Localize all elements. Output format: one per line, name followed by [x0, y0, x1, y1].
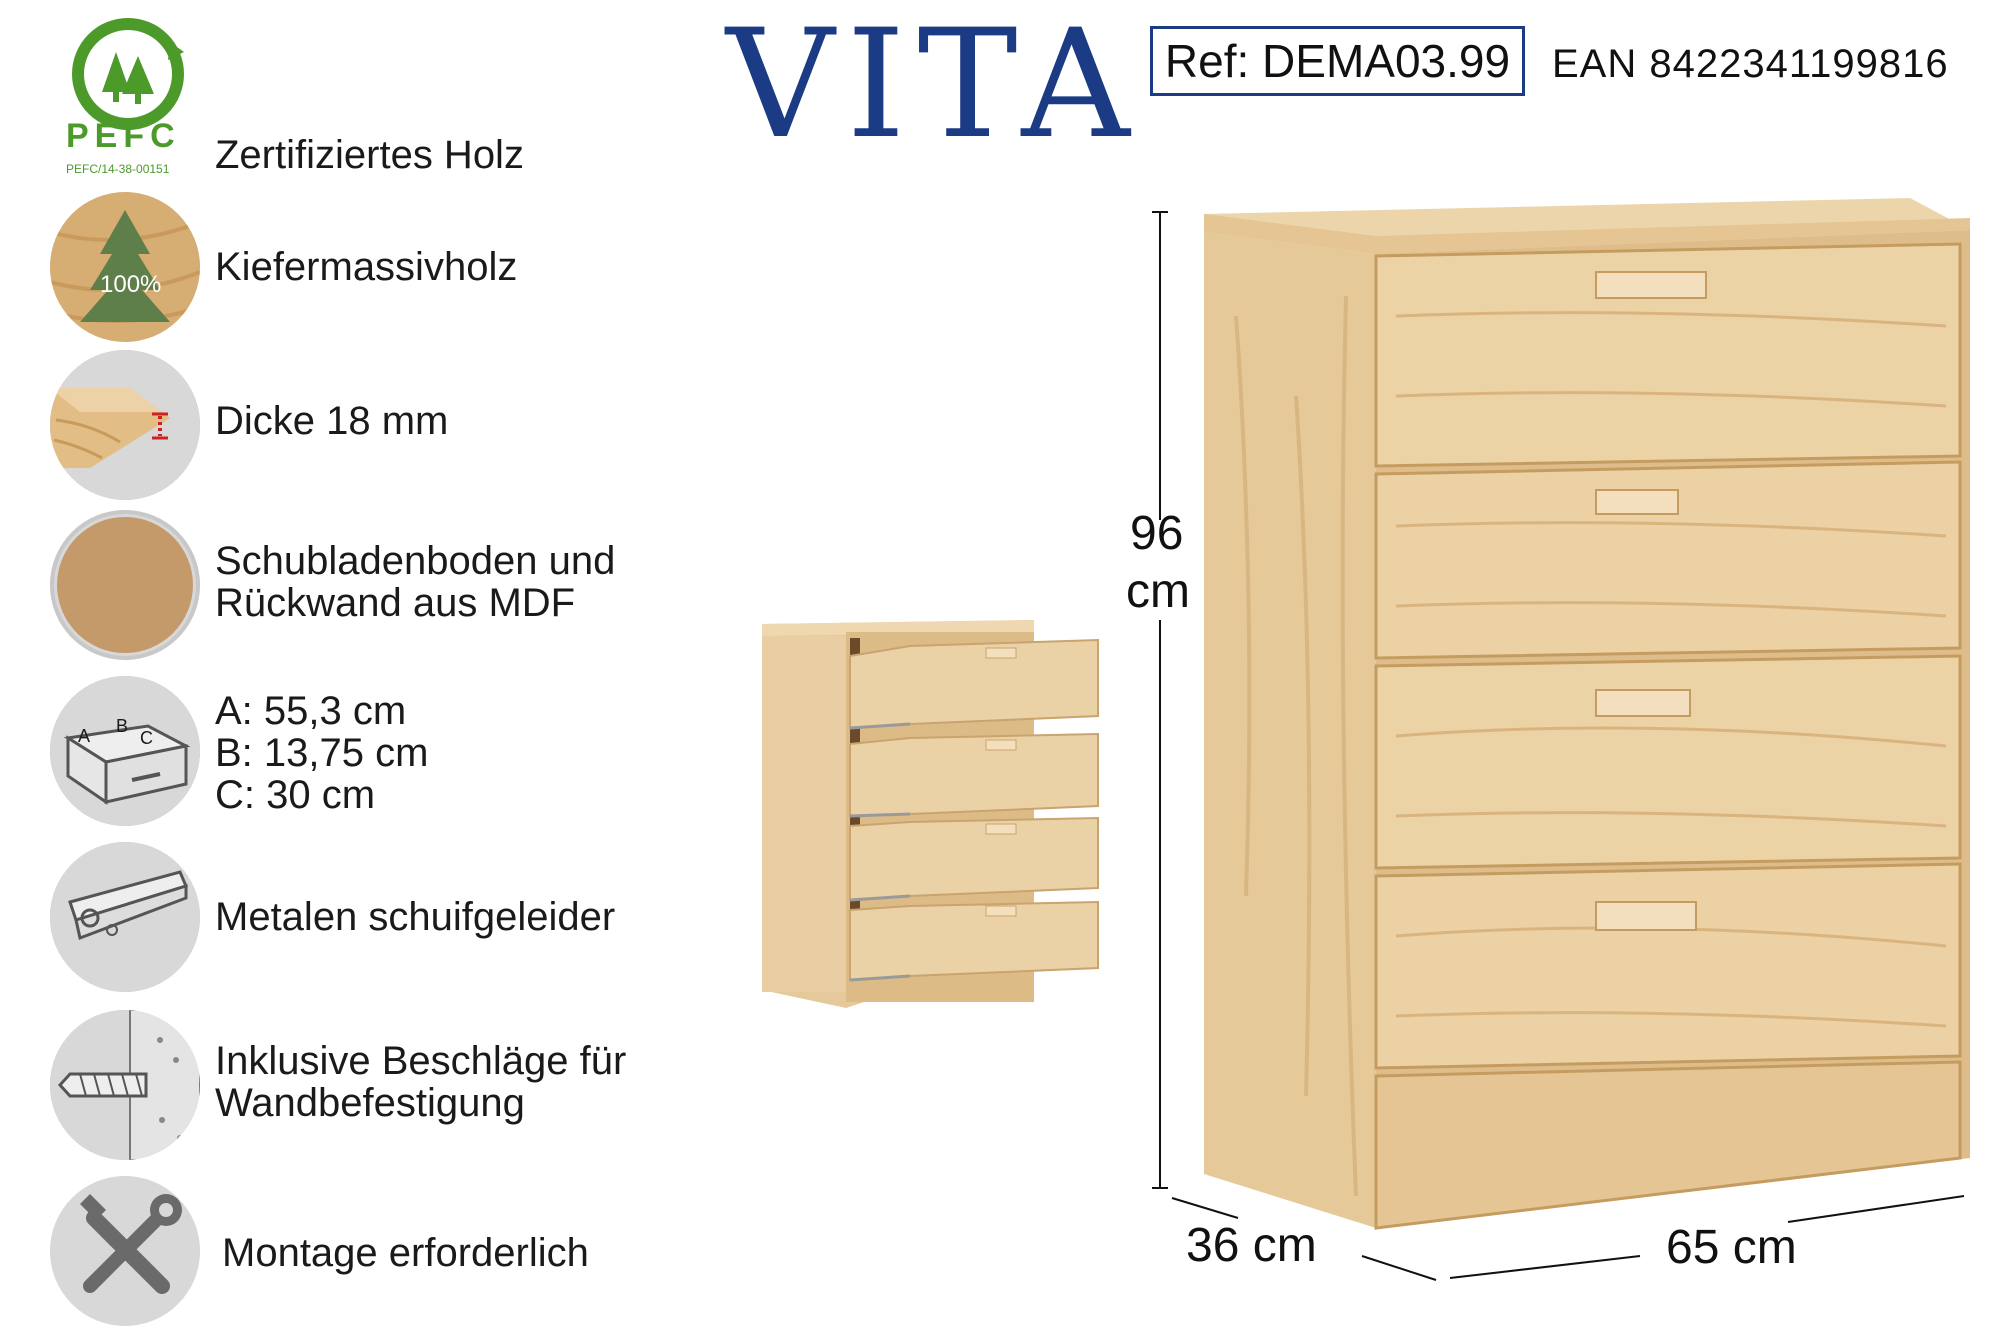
feature-mdf	[215, 540, 615, 624]
product-image-closed	[1196, 196, 1980, 1242]
feature-text: Rückwand aus MDF	[215, 581, 576, 625]
width-value: 65 cm	[1666, 1221, 1797, 1274]
feature-text: Kiefermassivholz	[215, 245, 518, 289]
height-value: 96	[1130, 507, 1184, 560]
wall-anchor-icon	[50, 1010, 200, 1160]
feature-drawer-dimensions	[215, 690, 428, 816]
board-thickness-icon	[50, 350, 200, 500]
drawer-dimensions-icon	[50, 676, 200, 826]
feature-wall-fixing	[215, 1040, 626, 1124]
feature-text: Metalen schuifgeleider	[215, 895, 616, 939]
depth-value: 36 cm	[1186, 1219, 1317, 1272]
height-unit: cm	[1126, 565, 1190, 618]
reference-box	[1150, 26, 1525, 96]
height-dimension-line	[1150, 210, 1170, 1190]
pefc-code: PEFC/14-38-00151	[66, 162, 170, 176]
pine-badge-text: 100%	[100, 271, 162, 298]
drawer-letter-b: B	[116, 716, 129, 736]
pefc-label: PEFC	[66, 117, 181, 155]
tools-icon	[50, 1176, 200, 1326]
ean-label: EAN 8422341199816	[1552, 42, 1949, 86]
feature-metal-slides	[215, 896, 615, 938]
feature-thickness	[215, 400, 448, 442]
feature-text: C: 30 cm	[215, 773, 376, 817]
metal-slide-icon	[50, 842, 200, 992]
feature-text: Montage erforderlich	[222, 1231, 589, 1275]
feature-text: A: 55,3 cm	[215, 689, 407, 733]
reference-label: Ref: DEMA03.99	[1164, 35, 1511, 87]
feature-text: Wandbefestigung	[215, 1081, 525, 1125]
pine-tree-icon	[50, 192, 200, 342]
vita-logo: VITA	[726, 0, 1142, 172]
feature-text: Zertifiziertes Holz	[215, 133, 524, 177]
feature-text: B: 13,75 cm	[215, 731, 429, 775]
feature-text: Inklusive Beschläge für	[215, 1039, 627, 1083]
pefc-logo-icon	[60, 12, 200, 182]
feature-certified-wood	[215, 134, 524, 176]
feature-solid-pine	[215, 246, 517, 288]
feature-text: Schubladenboden und	[215, 539, 616, 583]
product-image-open-drawers	[760, 616, 1100, 1016]
drawer-letter-c: C	[140, 728, 153, 748]
drawer-letter-a: A	[78, 726, 91, 746]
feature-assembly	[222, 1232, 589, 1274]
feature-text: Dicke 18 mm	[215, 399, 449, 443]
mdf-panel-icon	[50, 510, 200, 660]
